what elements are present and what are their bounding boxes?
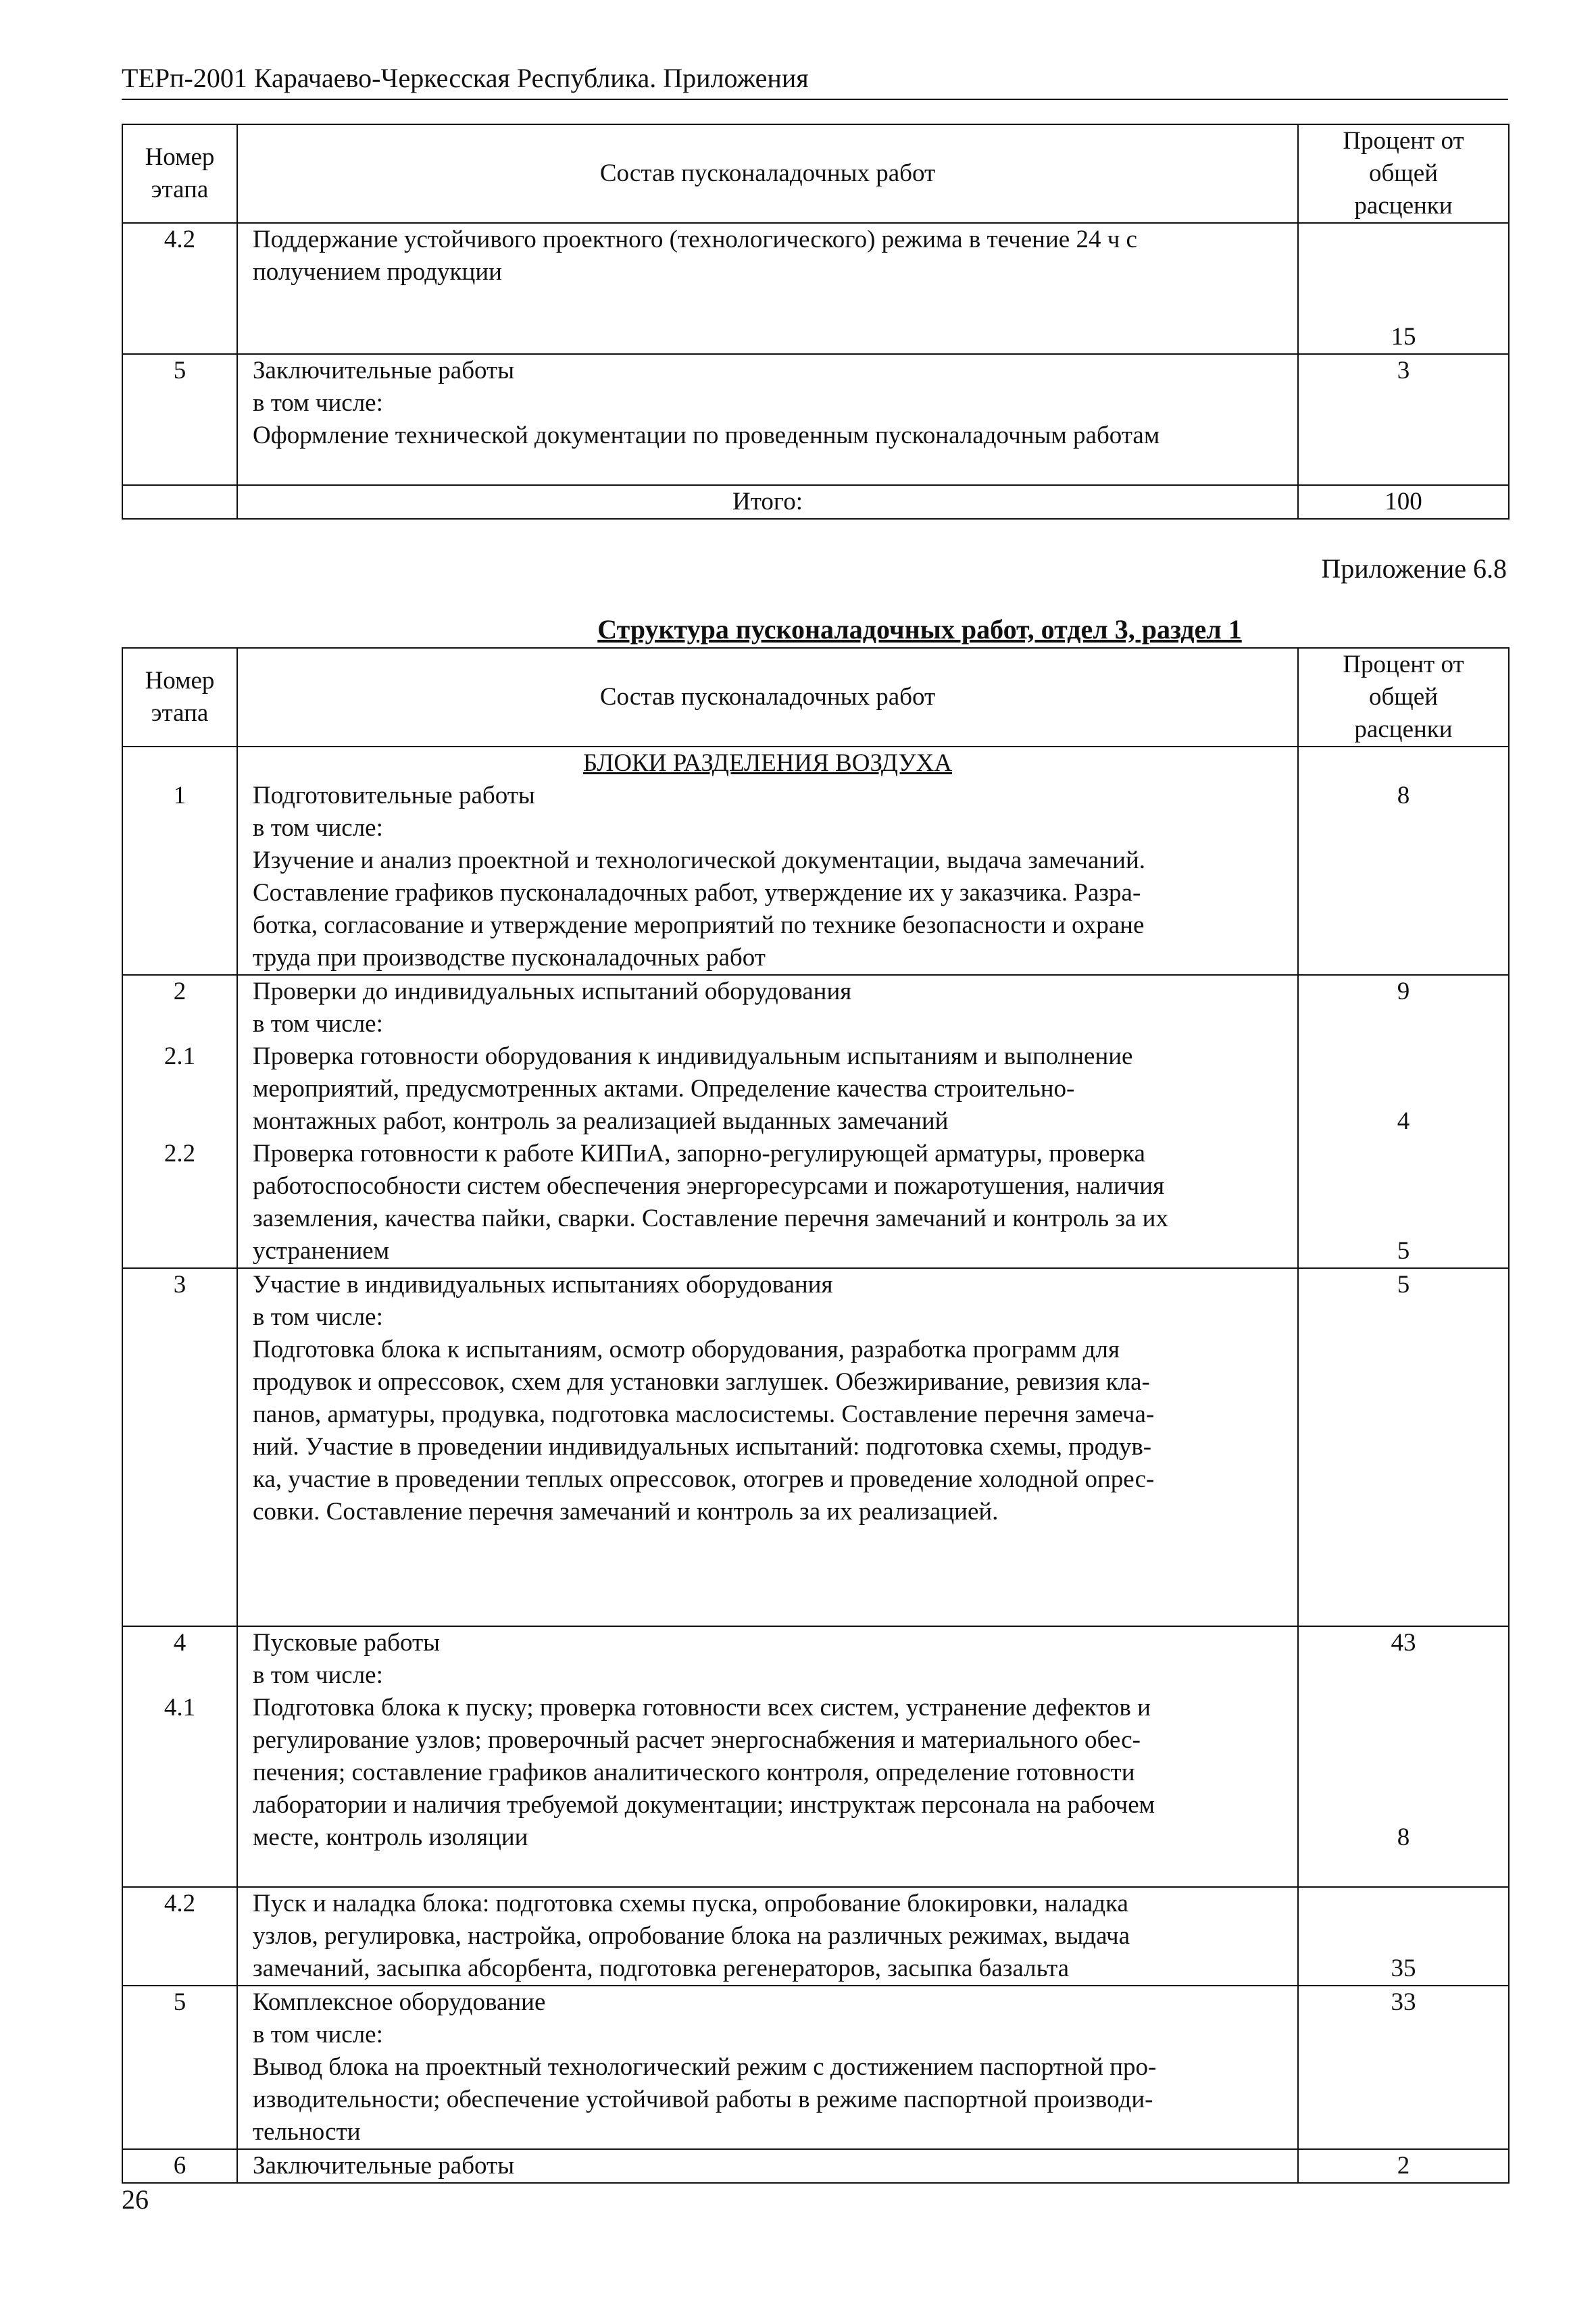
work-line: Подготовка блока к пуску; проверка готовности всех систем, устранение дефектов и bbox=[253, 1694, 1151, 1721]
pct-line bbox=[1299, 2116, 1508, 2148]
pct-line bbox=[1299, 1888, 1508, 1920]
stage-number-cell bbox=[122, 1887, 237, 1986]
header-rule bbox=[122, 99, 1508, 100]
work-line: регулирование узлов; проверочный расчет энергоснабжения и материального обес- bbox=[253, 1726, 1141, 1754]
num-line: 5 bbox=[173, 1988, 186, 2016]
table-row bbox=[122, 2149, 1509, 2183]
work-line: труда при производстве пусконаладочных работ bbox=[253, 944, 766, 972]
work-line bbox=[253, 1561, 1282, 1593]
pct-line bbox=[1299, 877, 1508, 909]
work-line: Заключительные работы bbox=[253, 2152, 515, 2180]
pct-line: 9 bbox=[1397, 978, 1410, 1005]
pct-line bbox=[1299, 1659, 1508, 1692]
stage-number-cell bbox=[122, 354, 237, 485]
pct-line: 8 bbox=[1397, 1823, 1410, 1851]
num-line bbox=[123, 845, 236, 877]
num-line bbox=[123, 1659, 236, 1692]
work-line: Пуск и наладка блока: подготовка схемы пуска, опробование блокировки, наладка bbox=[253, 1890, 1128, 1917]
pct-line: 2 bbox=[1397, 2152, 1410, 2180]
work-line bbox=[253, 1593, 1282, 1626]
pct-line bbox=[1299, 909, 1508, 942]
work-line bbox=[253, 1528, 1282, 1561]
pct-line bbox=[1299, 1008, 1508, 1040]
continuation-table bbox=[122, 124, 1510, 520]
num-line bbox=[123, 1301, 236, 1334]
pct-line: 4 bbox=[1397, 1107, 1410, 1135]
table-row bbox=[122, 975, 1509, 1268]
work-line: месте, контроль изоляции bbox=[253, 1823, 528, 1851]
num-line bbox=[123, 1920, 236, 1953]
num-line bbox=[123, 942, 236, 974]
work-line: работоспособности систем обеспечения энергоресурсами и пожаротушения, наличия bbox=[253, 1172, 1165, 1200]
appendix-label: Приложение 6.8 bbox=[1321, 553, 1507, 584]
num-line bbox=[123, 1366, 236, 1399]
total-empty-cell bbox=[122, 485, 237, 519]
pct-line bbox=[1299, 1138, 1508, 1170]
structure-table bbox=[122, 647, 1510, 2184]
stage-number-cell bbox=[122, 747, 237, 975]
num-line bbox=[123, 812, 236, 845]
pct-line: 5 bbox=[1397, 1237, 1410, 1265]
work-line: замечаний, засыпка абсорбента, подготовка регенераторов, засыпка базальта bbox=[253, 1955, 1070, 1982]
work-description-cell bbox=[237, 223, 1298, 354]
num-line bbox=[123, 2019, 236, 2051]
work-description-cell bbox=[237, 747, 1298, 975]
work-line: Проверки до индивидуальных испытаний оборудования bbox=[253, 978, 852, 1005]
pct-line bbox=[1299, 1366, 1508, 1399]
spacer-line bbox=[123, 747, 236, 780]
num-line bbox=[123, 2084, 236, 2116]
num-line: 4 bbox=[173, 1629, 186, 1657]
work-line: Подготовка блока к испытаниям, осмотр оборудования, разработка программ для bbox=[253, 1336, 1120, 1363]
work-line: заземления, качества пайки, сварки. Составление перечня замечаний и контроль за их bbox=[253, 1205, 1168, 1232]
num-line bbox=[123, 1170, 236, 1203]
work-description-cell bbox=[237, 354, 1298, 485]
pct-line: 33 bbox=[1391, 1988, 1416, 2016]
stage-number-cell bbox=[122, 1986, 237, 2149]
table-row bbox=[122, 1268, 1509, 1626]
stage-number-cell bbox=[122, 1268, 237, 1626]
pct-line bbox=[1299, 1496, 1508, 1528]
num-line: 6 bbox=[173, 2152, 186, 2180]
pct-line bbox=[1299, 1528, 1508, 1561]
work-line: совки. Составление перечня замечаний и контроль за их реализацией. bbox=[253, 1498, 999, 1526]
pct-line bbox=[1299, 256, 1508, 288]
num-line bbox=[123, 321, 236, 353]
pct-line bbox=[1299, 845, 1508, 877]
work-line: в том числе: bbox=[253, 1661, 383, 1689]
pct-line bbox=[1299, 942, 1508, 974]
work-line: тельности bbox=[253, 2118, 361, 2146]
work-line: печения; составление графиков аналитического контроля, определение готовности bbox=[253, 1759, 1135, 1786]
table-row bbox=[122, 1986, 1509, 2149]
header-stage-number: Номер этапа bbox=[122, 648, 237, 747]
pct-line bbox=[1299, 1692, 1508, 1724]
work-line: в том числе: bbox=[253, 814, 383, 842]
stage-number-cell bbox=[122, 1626, 237, 1887]
num-line bbox=[123, 387, 236, 420]
header-percent: Процент от общей расценки bbox=[1298, 648, 1509, 747]
work-line: в том числе: bbox=[253, 2021, 383, 2048]
num-line bbox=[123, 420, 236, 452]
pct-line: 35 bbox=[1391, 1955, 1416, 1982]
pct-line bbox=[1299, 1203, 1508, 1235]
table-caption: Структура пусконаладочных работ, отдел 3, раздел 1 bbox=[597, 614, 1242, 645]
pct-line bbox=[1299, 1463, 1508, 1496]
work-line: лаборатории и наличия требуемой документации; инструктаж персонала на рабочем bbox=[253, 1791, 1155, 1819]
table-header-row bbox=[122, 124, 1509, 223]
work-line: ботка, согласование и утверждение мероприятий по технике безопасности и охране bbox=[253, 911, 1145, 939]
structure-table-body bbox=[122, 747, 1509, 2183]
work-line: получением продукции bbox=[253, 258, 502, 286]
work-line: Заключительные работы bbox=[253, 357, 515, 384]
work-line: мероприятий, предусмотренных актами. Определение качества строительно- bbox=[253, 1075, 1075, 1103]
num-line bbox=[123, 1593, 236, 1626]
work-line: Составление графиков пусконаладочных работ, утверждение их у заказчика. Разра- bbox=[253, 879, 1141, 907]
num-line bbox=[123, 1235, 236, 1267]
work-line: Участие в индивидуальных испытаниях оборудования bbox=[253, 1271, 833, 1299]
work-line: Поддержание устойчивого проектного (технологического) режима в течение 24 ч с bbox=[253, 226, 1137, 253]
num-line: 2.2 bbox=[164, 1140, 196, 1167]
num-line: 3 bbox=[173, 1271, 186, 1299]
work-line bbox=[253, 288, 1282, 321]
pct-line: 15 bbox=[1391, 323, 1416, 351]
percent-cell bbox=[1298, 1626, 1509, 1887]
work-description-cell bbox=[237, 1268, 1298, 1626]
num-line bbox=[123, 1203, 236, 1235]
work-line: в том числе: bbox=[253, 389, 383, 417]
num-line bbox=[123, 1953, 236, 1985]
pct-line: 3 bbox=[1397, 357, 1410, 384]
num-line: 1 bbox=[173, 782, 186, 809]
table-row bbox=[122, 747, 1509, 975]
section-title: БЛОКИ РАЗДЕЛЕНИЯ ВОЗДУХА bbox=[582, 749, 953, 777]
num-line bbox=[123, 1105, 236, 1138]
table-row bbox=[122, 354, 1509, 485]
num-line: 2.1 bbox=[164, 1042, 196, 1070]
percent-cell bbox=[1298, 975, 1509, 1268]
work-line: изводительности; обеспечение устойчивой работы в режиме паспортной производи- bbox=[253, 2086, 1153, 2113]
work-line: ка, участие в проведении теплых опрессовок, отогрев и проведение холодной опрес- bbox=[253, 1465, 1155, 1493]
num-line bbox=[123, 1431, 236, 1463]
num-line bbox=[123, 1528, 236, 1561]
num-line bbox=[123, 1724, 236, 1757]
num-line bbox=[123, 877, 236, 909]
num-line: 4.1 bbox=[164, 1694, 196, 1721]
work-line: Проверка готовности к работе КИПиА, запорно-регулирующей арматуры, проверка bbox=[253, 1140, 1145, 1167]
pct-line bbox=[1299, 1073, 1508, 1105]
total-label: Итого: bbox=[237, 485, 1298, 519]
percent-cell bbox=[1298, 1986, 1509, 2149]
pct-line bbox=[1299, 1724, 1508, 1757]
percent-cell bbox=[1298, 1887, 1509, 1986]
num-line bbox=[123, 1854, 236, 1886]
percent-cell bbox=[1298, 354, 1509, 485]
work-line: Изучение и анализ проектной и технологической документации, выдача замечаний. bbox=[253, 847, 1146, 874]
num-line bbox=[123, 1463, 236, 1496]
work-line: Комплексное оборудование bbox=[253, 1988, 546, 2016]
percent-cell bbox=[1298, 223, 1509, 354]
table-row bbox=[122, 1626, 1509, 1887]
total-row bbox=[122, 485, 1509, 519]
pct-line bbox=[1299, 2051, 1508, 2084]
work-description-cell bbox=[237, 1626, 1298, 1887]
pct-line bbox=[1299, 224, 1508, 256]
total-value: 100 bbox=[1298, 485, 1509, 519]
pct-line bbox=[1299, 1170, 1508, 1203]
header-work-composition: Состав пусконаладочных работ bbox=[237, 648, 1298, 747]
pct-line bbox=[1299, 1561, 1508, 1593]
work-line: в том числе: bbox=[253, 1010, 383, 1038]
pct-line bbox=[1299, 812, 1508, 845]
stage-number-cell bbox=[122, 223, 237, 354]
work-line: панов, арматуры, продувка, подготовка маслосистемы. Составление перечня замеча- bbox=[253, 1401, 1155, 1428]
pct-line bbox=[1299, 1334, 1508, 1366]
num-line bbox=[123, 2116, 236, 2148]
num-line bbox=[123, 2051, 236, 2084]
table-row bbox=[122, 223, 1509, 354]
num-line bbox=[123, 1334, 236, 1366]
num-line bbox=[123, 1821, 236, 1854]
pct-line: 5 bbox=[1397, 1271, 1410, 1299]
num-line bbox=[123, 256, 236, 288]
num-line bbox=[123, 452, 236, 484]
work-description-cell bbox=[237, 1986, 1298, 2149]
table-row bbox=[122, 1887, 1509, 1986]
work-description-cell bbox=[237, 1887, 1298, 1986]
page-number: 26 bbox=[122, 2184, 149, 2215]
num-line: 5 bbox=[173, 357, 186, 384]
percent-cell bbox=[1298, 2149, 1509, 2183]
running-header: ТЕРп-2001 Карачаево-Черкесская Республика. Приложения bbox=[122, 63, 809, 93]
header-work-composition: Состав пусконаладочных работ bbox=[237, 124, 1298, 223]
work-line: Оформление технической документации по проведенным пусконаладочным работам bbox=[253, 422, 1160, 449]
num-line: 4.2 bbox=[164, 1890, 196, 1917]
pct-line bbox=[1299, 1399, 1508, 1431]
stage-number-cell bbox=[122, 975, 237, 1268]
num-line bbox=[123, 1561, 236, 1593]
work-line bbox=[253, 321, 1282, 353]
pct-line bbox=[1299, 420, 1508, 452]
work-line: Вывод блока на проектный технологический режим с достижением паспортной про- bbox=[253, 2053, 1157, 2081]
work-line: монтажных работ, контроль за реализацией выданных замечаний bbox=[253, 1107, 949, 1135]
work-description-cell bbox=[237, 2149, 1298, 2183]
work-line: продувок и опрессовок, схем для установки заглушек. Обезжиривание, ревизия кла- bbox=[253, 1368, 1150, 1396]
work-line: в том числе: bbox=[253, 1303, 383, 1331]
num-line bbox=[123, 1399, 236, 1431]
num-line bbox=[123, 909, 236, 942]
pct-line bbox=[1299, 1789, 1508, 1821]
percent-cell bbox=[1298, 747, 1509, 975]
pct-line bbox=[1299, 1301, 1508, 1334]
num-line bbox=[123, 1073, 236, 1105]
num-line bbox=[123, 1008, 236, 1040]
work-line: узлов, регулировка, настройка, опробование блока на различных режимах, выдача bbox=[253, 1922, 1130, 1950]
pct-line: 8 bbox=[1397, 782, 1410, 809]
pct-line bbox=[1299, 387, 1508, 420]
work-line: Подготовительные работы bbox=[253, 782, 535, 809]
pct-line bbox=[1299, 2019, 1508, 2051]
pct-line bbox=[1299, 288, 1508, 321]
table-header-row bbox=[122, 648, 1509, 747]
pct-line bbox=[1299, 1593, 1508, 1626]
num-line bbox=[123, 1757, 236, 1789]
num-line: 4.2 bbox=[164, 226, 196, 253]
continuation-table-body bbox=[122, 223, 1509, 485]
num-line bbox=[123, 288, 236, 321]
pct-line bbox=[1299, 1431, 1508, 1463]
work-line: Пусковые работы bbox=[253, 1629, 441, 1657]
spacer-line bbox=[1299, 747, 1508, 780]
pct-line bbox=[1299, 1920, 1508, 1953]
pct-line bbox=[1299, 1757, 1508, 1789]
pct-line bbox=[1299, 452, 1508, 484]
header-stage-number: Номер этапа bbox=[122, 124, 237, 223]
pct-line bbox=[1299, 1040, 1508, 1073]
num-line bbox=[123, 1496, 236, 1528]
work-description-cell bbox=[237, 975, 1298, 1268]
work-line: Проверка готовности оборудования к индивидуальным испытаниям и выполнение bbox=[253, 1042, 1133, 1070]
percent-cell bbox=[1298, 1268, 1509, 1626]
pct-line bbox=[1299, 2084, 1508, 2116]
work-line: устранением bbox=[253, 1237, 390, 1265]
stage-number-cell bbox=[122, 2149, 237, 2183]
work-line: ний. Участие в проведении индивидуальных испытаний: подготовка схемы, продув- bbox=[253, 1433, 1152, 1461]
num-line: 2 bbox=[173, 978, 186, 1005]
num-line bbox=[123, 1789, 236, 1821]
work-line bbox=[253, 452, 1282, 484]
header-percent: Процент от общей расценки bbox=[1298, 124, 1509, 223]
pct-line: 43 bbox=[1391, 1629, 1416, 1657]
